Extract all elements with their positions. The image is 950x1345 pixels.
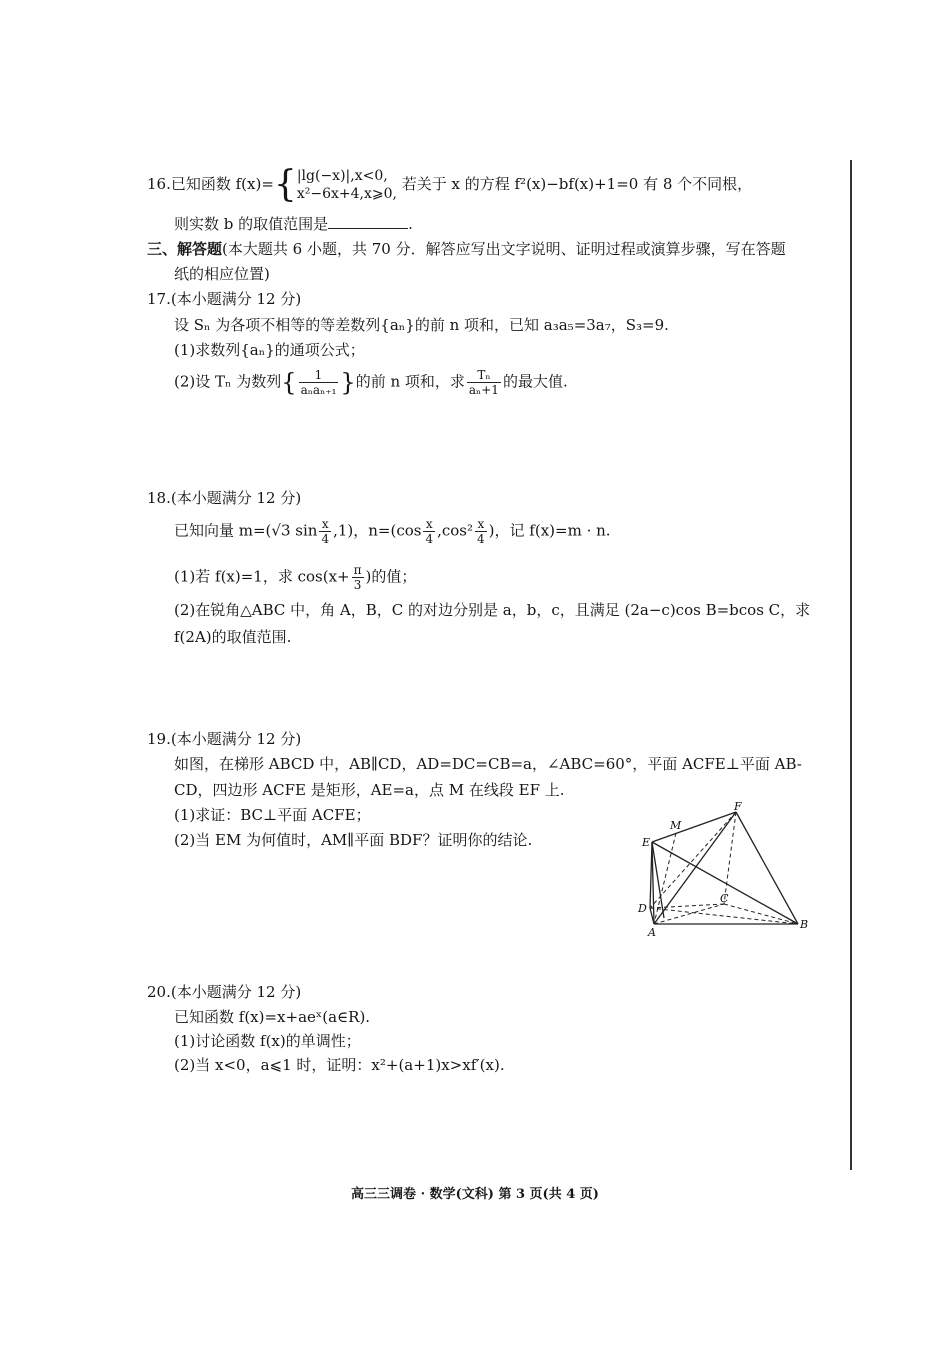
q16-line2-prefix: 则实数 b 的取值范围是	[174, 215, 329, 233]
q20-part2: (2)当 x<0，a⩽1 时，证明：x²+(a+1)x>xf′(x).	[174, 1056, 505, 1074]
q18-part2b: f(2A)的取值范围.	[174, 628, 292, 646]
q17-part1: (1)求数列{aₙ}的通项公式；	[174, 341, 365, 359]
q18-stem-a: 已知向量 m=(√3 sin	[174, 521, 318, 540]
frac-x4-2	[423, 517, 435, 546]
section3-desc: (本大题共 6 小题，共 70 分．解答应写出文字说明、证明过程或演算步骤，写在答题	[222, 240, 786, 258]
q17-part2-c: 的最大值.	[502, 372, 568, 391]
answer-blank	[328, 214, 408, 229]
edge-EB	[652, 842, 798, 924]
label-B: B	[800, 918, 809, 931]
q18-part2: (2)在锐角△ABC 中，角 A，B，C 的对边分别是 a，b，c，且满足 (2a−c)cos B=bcos C，求	[174, 601, 811, 619]
q18-stem-c: ,cos²	[437, 521, 474, 540]
q18-stem	[174, 517, 611, 546]
piecewise-brace: {	[273, 164, 297, 205]
piecewise	[297, 167, 397, 203]
label-C: C	[720, 892, 729, 905]
den: 4	[425, 532, 434, 546]
q17-part2	[174, 368, 568, 397]
q18-part1-a: (1)若 f(x)=1，求 cos(x+	[174, 567, 350, 586]
brace-open: {	[281, 368, 297, 397]
margin-line	[850, 160, 852, 1170]
q17-header: 17.(本小题满分 12 分)	[147, 290, 302, 308]
num: x	[475, 517, 487, 532]
frac-x4-1	[319, 517, 331, 546]
dash-DC	[650, 904, 724, 908]
den: 4	[321, 532, 330, 546]
section3-desc2: 纸的相应位置)	[174, 265, 270, 283]
q17-part2-a: (2)设 Tₙ 为数列	[174, 372, 282, 391]
frac1-num: 1	[299, 368, 339, 383]
q18-part1	[174, 563, 416, 592]
piece-2: x²−6x+4,x⩾0,	[296, 186, 397, 202]
dash-DB	[650, 908, 798, 924]
section3-line1	[147, 239, 786, 259]
q20-stem: 已知函数 f(x)=x+aeˣ(a∈R).	[174, 1008, 371, 1026]
q19-header: 19.(本小题满分 12 分)	[147, 730, 302, 748]
frac2-num: Tₙ	[467, 368, 501, 383]
geometry-figure	[624, 800, 824, 940]
num: x	[319, 517, 331, 532]
den: 4	[477, 532, 485, 546]
label-A: A	[648, 926, 656, 939]
brace-close: }	[340, 368, 356, 397]
num: π	[353, 563, 362, 577]
q19-part2: (2)当 EM 为何值时，AM∥平面 BDF？证明你的结论.	[174, 831, 533, 849]
q20-part1: (1)讨论函数 f(x)的单调性；	[174, 1032, 361, 1050]
q17-stem: 设 Sₙ 为各项不相等的等差数列{aₙ}的前 n 项和，已知 a₃a₅=3a₇，S₃=9.	[174, 316, 669, 334]
q19-stem1: 如图，在梯形 ABCD 中，AB∥CD，AD=DC=CB=a，∠ABC=60°，平面 ACFE⊥平面 AB-	[174, 755, 802, 773]
fraction-2	[467, 368, 501, 397]
num: x	[423, 517, 435, 532]
q17-part2-b: 的前 n 项和，求	[355, 372, 465, 391]
q19-stem2: CD，四边形 ACFE 是矩形，AE=a，点 M 在线段 EF 上.	[174, 781, 565, 799]
q19-part1: (1)求证：BC⊥平面 ACFE；	[174, 806, 371, 824]
q18-header: 18.(本小题满分 12 分)	[147, 489, 302, 507]
q16-suffix: 若关于 x 的方程 f²(x)−bf(x)+1=0 有 8 个不同根，	[401, 175, 753, 193]
section3-title: 三、解答题	[147, 240, 223, 258]
q16-line2	[174, 214, 413, 234]
frac-x4-3	[475, 517, 487, 546]
q18-part1-b: )的值；	[365, 567, 417, 586]
den: 3	[353, 578, 362, 592]
page-footer: 高三三调卷 · 数学(文科) 第 3 页(共 4 页)	[351, 1187, 599, 1202]
label-D: D	[638, 902, 647, 915]
edge-EF	[652, 812, 736, 842]
q18-stem-b: ,1)，n=(cos	[333, 521, 422, 540]
frac-pi3	[352, 563, 364, 592]
piece-1: |lg(−x)|,x<0,	[296, 168, 388, 184]
frac2-den: aₙ+1	[468, 383, 499, 397]
frac1-den: aₙaₙ₊₁	[300, 383, 337, 397]
q16-prefix: 16.已知函数 f(x)=	[147, 175, 274, 193]
q18-stem-d: )，记 f(x)=m · n.	[488, 521, 611, 540]
label-M: M	[670, 819, 682, 832]
dash-CB	[724, 904, 798, 924]
q16-line2-suffix: .	[408, 215, 413, 233]
fraction-1	[299, 368, 339, 397]
q20-header: 20.(本小题满分 12 分)	[147, 983, 302, 1001]
label-E: E	[642, 836, 651, 849]
label-F: F	[734, 800, 742, 813]
q16-line1	[147, 164, 753, 205]
